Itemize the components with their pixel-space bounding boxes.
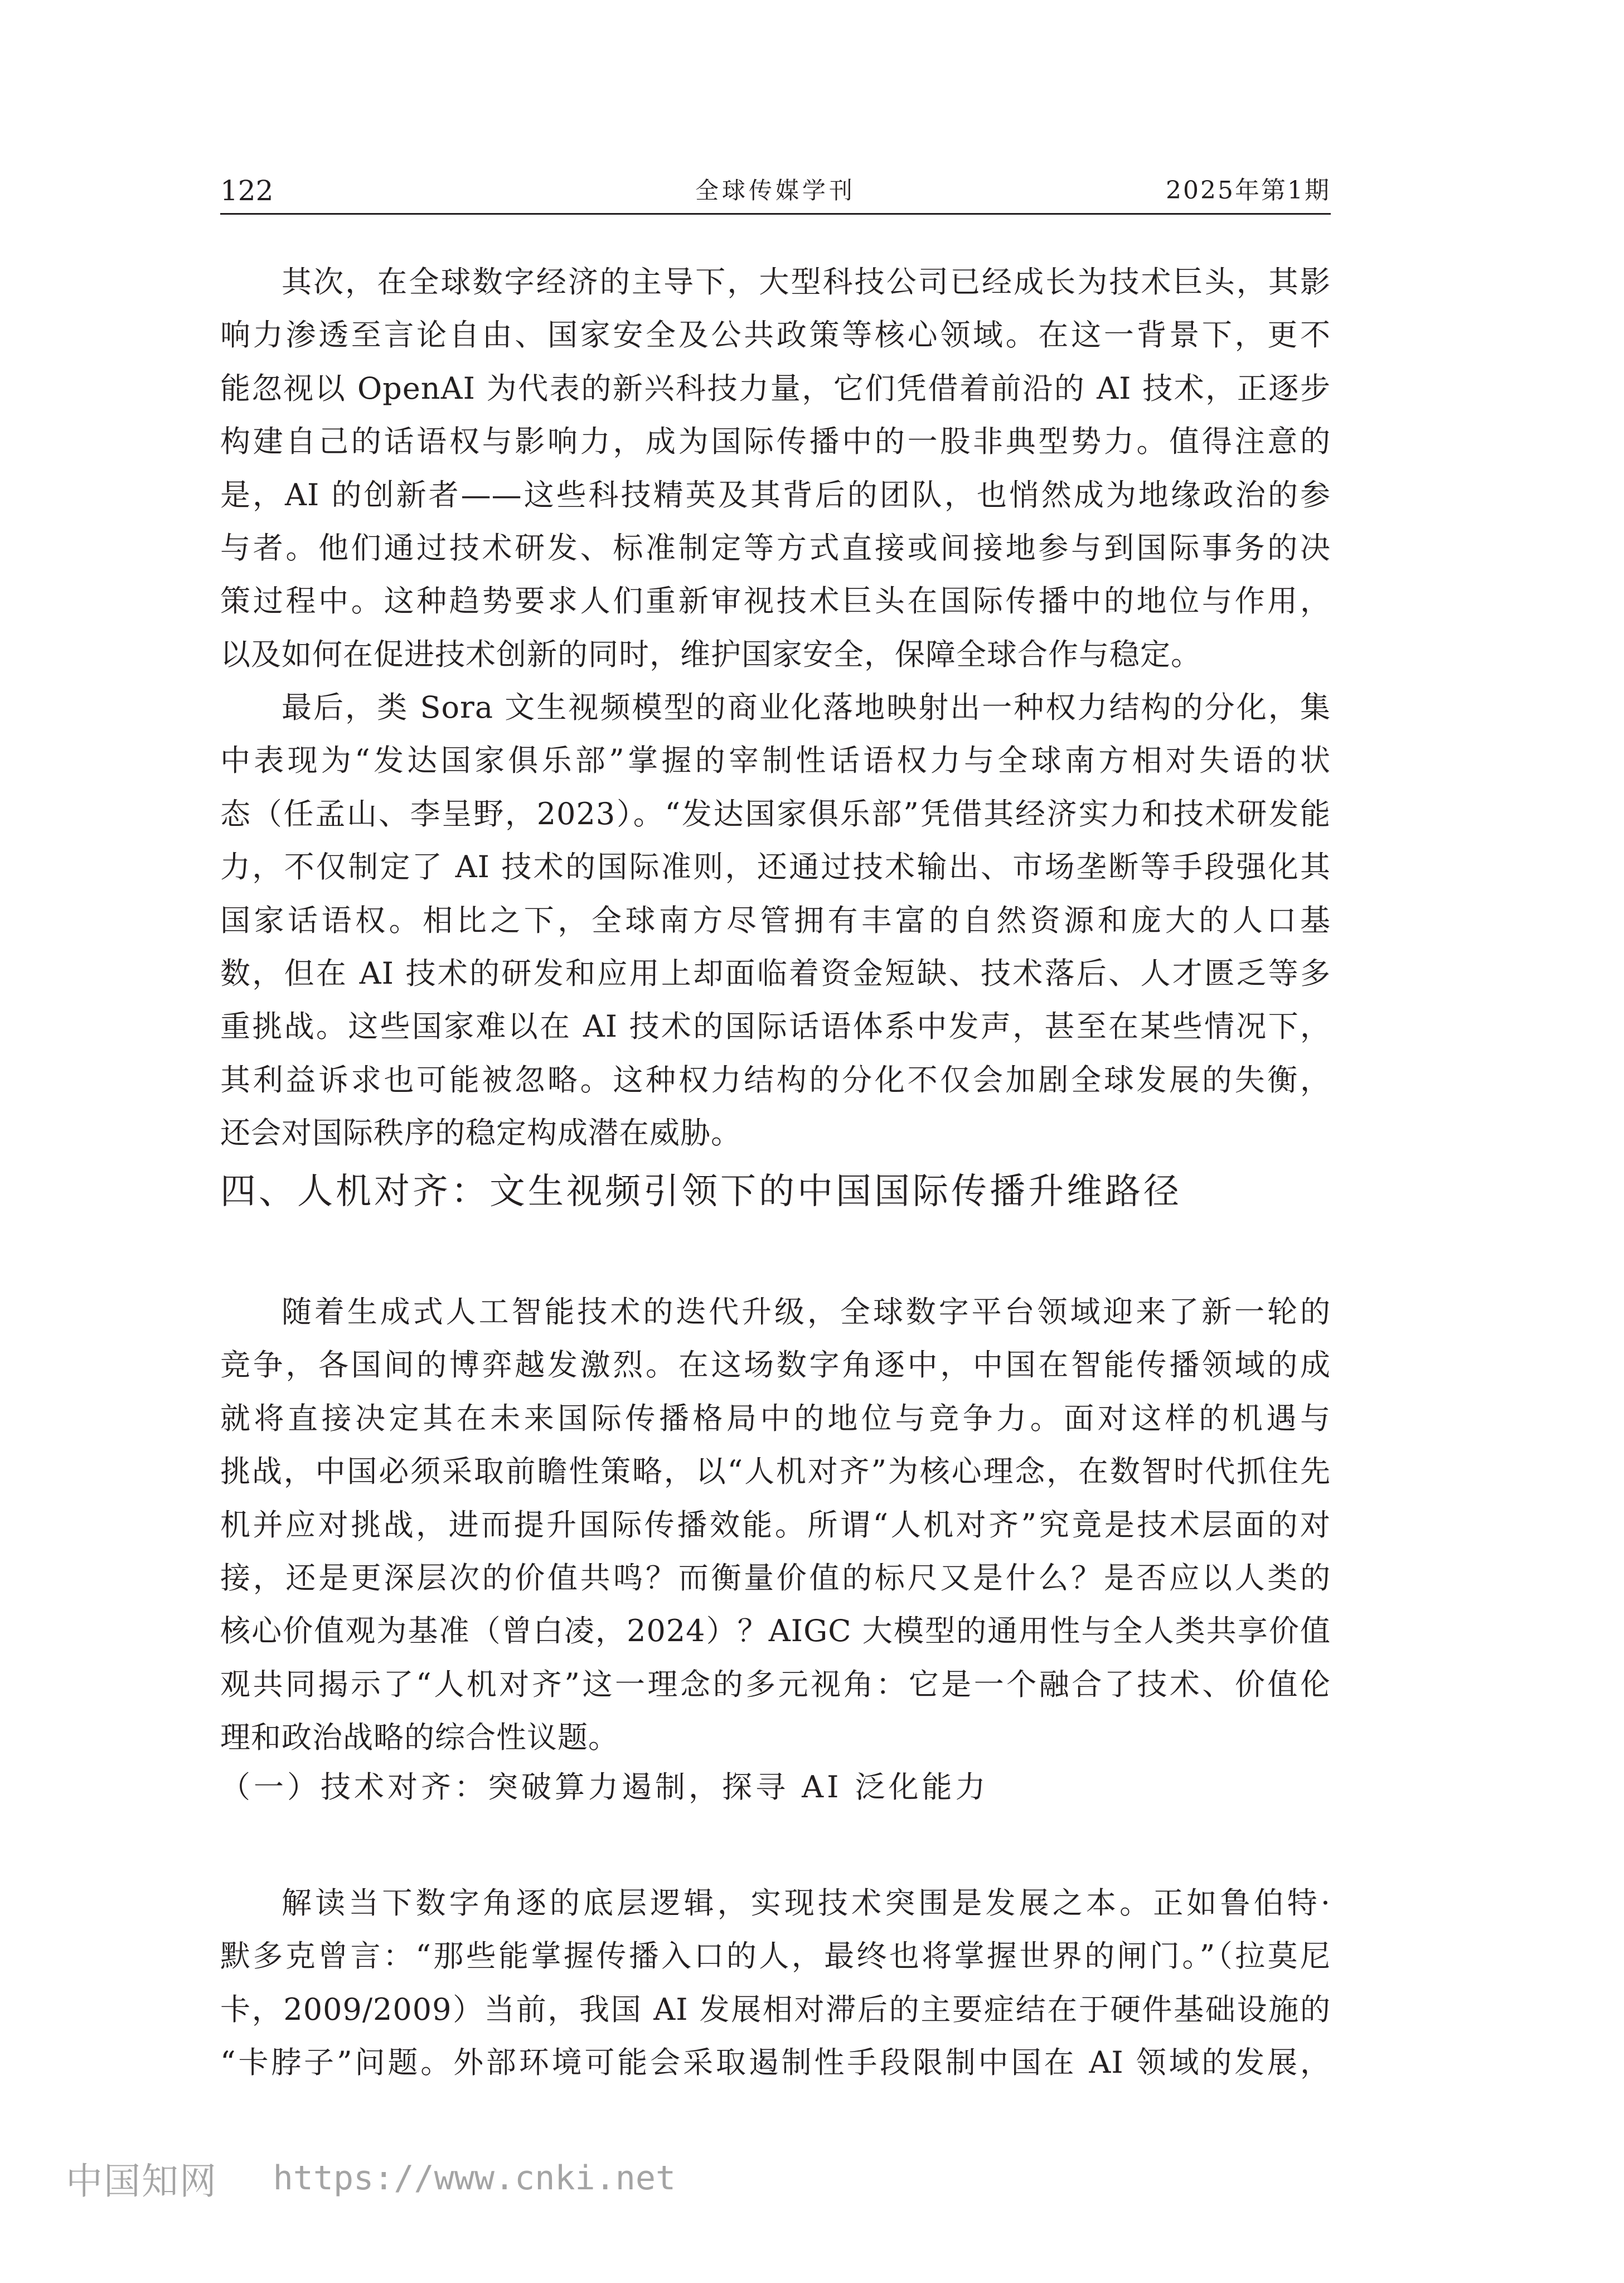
- paragraph-line: 重挑战。这些国家难以在 AI 技术的国际话语体系中发声，甚至在某些情况下，: [220, 1009, 1331, 1044]
- paragraph-line: 接，还是更深层次的价值共鸣？而衡量价值的标尺又是什么？是否应以人类的: [220, 1560, 1331, 1595]
- paragraph-line: 力，不仅制定了 AI 技术的国际准则，还通过技术输出、市场垄断等手段强化其: [220, 849, 1331, 885]
- paragraph-line: 默多克曾言：“那些能掌握传播入口的人，最终也将掌握世界的闸门。”（拉莫尼: [220, 1938, 1331, 1974]
- paragraph-line: 态（任孟山、李呈野，2023）。“发达国家俱乐部”凭借其经济实力和技术研发能: [220, 796, 1331, 831]
- journal-title: 全球传媒学刊: [695, 177, 856, 204]
- paragraph-line: 竞争，各国间的博弈越发激烈。在这场数字角逐中，中国在智能传播领域的成: [220, 1347, 1331, 1383]
- paragraph-line: 最后，类 Sora 文生视频模型的商业化落地映射出一种权力结构的分化，集: [282, 690, 1331, 725]
- section-heading: 四、人机对齐：文生视频引领下的中国国际传播升维路径: [220, 1171, 1182, 1212]
- paragraph-line: 以及如何在促进技术创新的同时，维护国家安全，保障全球合作与稳定。: [220, 636, 1201, 672]
- paragraph-line: 挑战，中国必须采取前瞻性策略，以“人机对齐”为核心理念，在数智时代抓住先: [220, 1454, 1331, 1489]
- paragraph-4: [220, 1876, 1331, 2089]
- cnki-url: https://www.cnki.net: [273, 2158, 676, 2198]
- paragraph-line: 解读当下数字角逐的底层逻辑，实现技术突围是发展之本。正如鲁伯特·: [282, 1885, 1331, 1921]
- paragraph-line: 随着生成式人工智能技术的迭代升级，全球数字平台领域迎来了新一轮的: [282, 1294, 1331, 1329]
- paragraph-line: “卡脖子”问题。外部环境可能会采取遏制性手段限制中国在 AI 领域的发展，: [220, 2045, 1331, 2081]
- cnki-watermark: [66, 2151, 676, 2204]
- paragraph-line: 中表现为“发达国家俱乐部”掌握的宰制性话语权力与全球南方相对失语的状: [220, 743, 1331, 778]
- cnki-logo: 中国知网: [66, 2160, 217, 2203]
- paragraph-line: 卡，2009/2009）当前，我国 AI 发展相对滞后的主要症结在于硬件基础设施的: [220, 1991, 1331, 2027]
- issue-label: 2025年第1期: [1166, 176, 1331, 205]
- paragraph-line: 就将直接决定其在未来国际传播格局中的地位与竞争力。面对这样的机遇与: [220, 1400, 1331, 1436]
- paragraph-line: 理和政治战略的综合性议题。: [220, 1720, 619, 1755]
- paragraph-line: 数，但在 AI 技术的研发和应用上却面临着资金短缺、技术落后、人才匮乏等多: [220, 955, 1331, 991]
- paragraph-line: 构建自己的话语权与影响力，成为国际传播中的一股非典型势力。值得注意的: [220, 424, 1331, 459]
- paragraph-line: 响力渗透至言论自由、国家安全及公共政策等核心领域。在这一背景下，更不: [220, 317, 1331, 353]
- paragraph-line: 与者。他们通过技术研发、标准制定等方式直接或间接地参与到国际事务的决: [220, 530, 1331, 565]
- paragraph-2: [220, 681, 1331, 1160]
- paragraph-3: [220, 1285, 1331, 1764]
- paragraph-line: 还会对国际秩序的稳定构成潜在威胁。: [220, 1115, 741, 1151]
- paragraph-line: 其次，在全球数字经济的主导下，大型科技公司已经成长为技术巨头，其影: [282, 264, 1331, 299]
- page-header: [220, 173, 1331, 215]
- subsection-heading: （一）技术对齐：突破算力遏制，探寻 AI 泛化能力: [220, 1769, 989, 1805]
- paragraph-line: 国家话语权。相比之下，全球南方尽管拥有丰富的自然资源和庞大的人口基: [220, 902, 1331, 938]
- page-number: 122: [220, 175, 274, 207]
- paragraph-line: 其利益诉求也可能被忽略。这种权力结构的分化不仅会加剧全球发展的失衡，: [220, 1062, 1331, 1097]
- paragraph-line: 核心价值观为基准（曾白凌，2024）？AIGC 大模型的通用性与全人类共享价值: [220, 1613, 1331, 1649]
- paragraph-line: 能忽视以 OpenAI 为代表的新兴科技力量，它们凭借着前沿的 AI 技术，正逐步: [220, 370, 1331, 406]
- paragraph-line: 策过程中。这种趋势要求人们重新审视技术巨头在国际传播中的地位与作用，: [220, 583, 1331, 619]
- paragraph-1: [220, 255, 1331, 681]
- paragraph-line: 机并应对挑战，进而提升国际传播效能。所谓“人机对齐”究竟是技术层面的对: [220, 1507, 1331, 1542]
- paragraph-line: 是，AI 的创新者——这些科技精英及其背后的团队，也悄然成为地缘政治的参: [220, 477, 1331, 512]
- paragraph-line: 观共同揭示了“人机对齐”这一理念的多元视角：它是一个融合了技术、价值伦: [220, 1666, 1331, 1702]
